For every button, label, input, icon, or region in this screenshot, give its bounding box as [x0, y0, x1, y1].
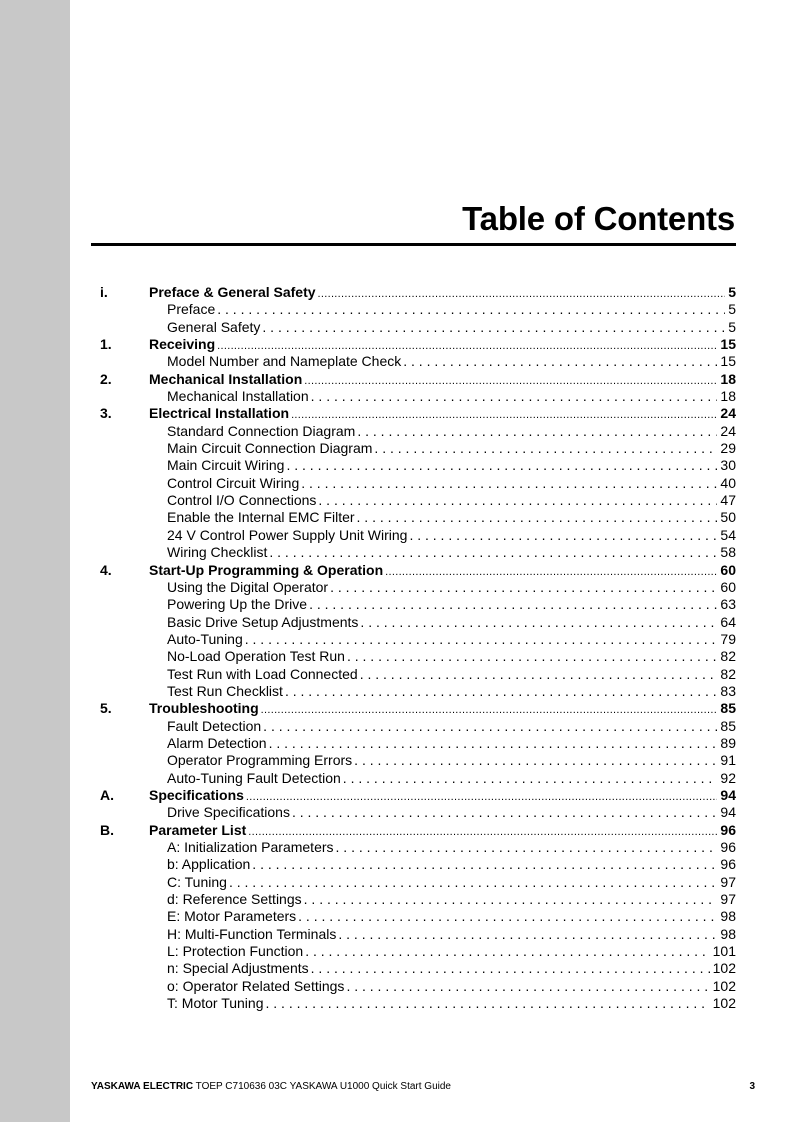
- toc-subentry[interactable]: [91, 301, 736, 318]
- dot-leader: [266, 995, 710, 1012]
- toc-subentry[interactable]: [91, 752, 736, 769]
- dot-leader: [298, 908, 717, 925]
- subentry-title: 24 V Control Power Supply Unit Wiring: [167, 526, 408, 543]
- dot-leader: [338, 926, 717, 943]
- toc-subentry[interactable]: [91, 960, 736, 977]
- table-of-contents: [91, 284, 736, 1012]
- page-title: Table of Contents: [462, 200, 735, 237]
- toc-subentry[interactable]: [91, 856, 736, 873]
- toc-chapter-entry[interactable]: [91, 787, 736, 804]
- toc-subentry[interactable]: [91, 353, 736, 370]
- subentry-page-number: 94: [720, 804, 736, 821]
- dot-leader: [305, 943, 709, 960]
- subentry-title: Enable the Internal EMC Filter: [167, 509, 355, 526]
- dot-leader: [354, 752, 717, 769]
- subentry-title: No-Load Operation Test Run: [167, 648, 345, 665]
- subentry-page-number: 89: [720, 734, 736, 751]
- toc-chapter-entry[interactable]: [91, 336, 736, 353]
- chapter-page-number: 96: [720, 821, 736, 838]
- toc-subentry[interactable]: [91, 492, 736, 509]
- dot-leader: [409, 527, 717, 544]
- page-footer: [91, 1081, 755, 1092]
- subentry-page-number: 98: [720, 908, 736, 925]
- subentry-page-number: 97: [720, 891, 736, 908]
- dot-leader: [292, 804, 717, 821]
- toc-subentry[interactable]: [91, 648, 736, 665]
- toc-subentry[interactable]: [91, 891, 736, 908]
- subentry-title: Powering Up the Drive: [167, 596, 308, 613]
- toc-subentry[interactable]: [91, 735, 736, 752]
- dot-leader: [262, 319, 725, 336]
- dot-leader: [269, 544, 717, 561]
- chapter-title: Start-Up Programming & Operation: [149, 561, 384, 578]
- toc-subentry[interactable]: [91, 770, 736, 787]
- subentry-title: o: Operator Related Settings: [167, 977, 345, 994]
- chapter-title: Preface & General Safety: [149, 284, 316, 300]
- subentry-title: Model Number and Nameplate Check: [167, 353, 402, 370]
- toc-subentry[interactable]: [91, 666, 736, 683]
- toc-chapter-entry[interactable]: [91, 371, 736, 388]
- toc-subentry[interactable]: [91, 596, 736, 613]
- footer-page-number: 3: [749, 1081, 755, 1092]
- subentry-page-number: 47: [720, 492, 736, 509]
- chapter-page-number: 24: [720, 405, 736, 422]
- chapter-number: 3.: [100, 405, 112, 422]
- footer-brand: YASKAWA ELECTRIC: [91, 1081, 194, 1092]
- toc-subentry[interactable]: [91, 319, 736, 336]
- dot-leader: [403, 353, 717, 370]
- toc-subentry[interactable]: [91, 978, 736, 995]
- dot-leader: [347, 648, 717, 665]
- toc-subentry[interactable]: [91, 440, 736, 457]
- subentry-page-number: 96: [720, 839, 736, 855]
- dot-leader: [343, 770, 718, 787]
- subentry-title: Main Circuit Connection Diagram: [167, 440, 373, 457]
- chapter-page-number: 94: [720, 786, 736, 803]
- subentry-page-number: 83: [720, 682, 736, 699]
- subentry-title: Control Circuit Wiring: [167, 474, 300, 491]
- chapter-title: Troubleshooting: [149, 700, 259, 717]
- dot-leader: [252, 856, 717, 873]
- subentry-page-number: 5: [728, 318, 736, 335]
- subentry-page-number: 60: [720, 578, 736, 595]
- dot-leader: [360, 614, 717, 631]
- toc-subentry[interactable]: [91, 475, 736, 492]
- subentry-title: Basic Drive Setup Adjustments: [167, 613, 359, 630]
- subentry-title: Test Run Checklist: [167, 682, 283, 699]
- left-margin-band: [0, 0, 70, 1122]
- toc-subentry[interactable]: [91, 388, 736, 405]
- subentry-page-number: 82: [720, 665, 736, 682]
- subentry-title: n: Special Adjustments: [167, 960, 309, 977]
- toc-section: [91, 336, 736, 371]
- dot-leader: [357, 423, 717, 440]
- subentry-page-number: 102: [712, 995, 736, 1012]
- subentry-page-number: 50: [720, 509, 736, 526]
- subentry-title: Preface: [167, 301, 216, 318]
- subentry-title: Control I/O Connections: [167, 492, 317, 509]
- dot-leader: [360, 666, 718, 683]
- dot-leader: [309, 596, 717, 613]
- subentry-page-number: 63: [720, 596, 736, 613]
- toc-subentry[interactable]: [91, 804, 736, 821]
- toc-chapter-entry[interactable]: [91, 822, 736, 839]
- dot-leader: [318, 492, 717, 509]
- dot-leader: [357, 509, 718, 526]
- toc-subentry[interactable]: [91, 527, 736, 544]
- dot-leader: [304, 891, 718, 908]
- subentry-title: Using the Digital Operator: [167, 578, 329, 595]
- toc-subentry[interactable]: [91, 457, 736, 474]
- footer-document-id: TOEP C710636 03C YASKAWA U1000 Quick Start Guide: [193, 1081, 451, 1092]
- subentry-page-number: 102: [712, 960, 736, 977]
- toc-section: [91, 562, 736, 701]
- subentry-page-number: 54: [720, 526, 736, 543]
- dot-leader: [286, 457, 717, 474]
- chapter-page-number: 5: [728, 284, 736, 300]
- subentry-page-number: 64: [720, 613, 736, 630]
- chapter-number: A.: [100, 786, 114, 803]
- subentry-page-number: 79: [720, 630, 736, 647]
- subentry-page-number: 82: [720, 648, 736, 665]
- chapter-number: i.: [100, 284, 108, 300]
- toc-section: [91, 787, 736, 822]
- subentry-page-number: 29: [720, 440, 736, 457]
- dot-leader: [374, 440, 717, 457]
- subentry-title: Fault Detection: [167, 717, 262, 734]
- dot-leader: [311, 388, 718, 405]
- toc-chapter-entry[interactable]: [91, 562, 736, 579]
- toc-subentry[interactable]: [91, 683, 736, 700]
- toc-subentry[interactable]: [91, 718, 736, 735]
- toc-section: [91, 822, 736, 1013]
- subentry-title: General Safety: [167, 318, 261, 335]
- chapter-number: 2.: [100, 370, 112, 387]
- subentry-title: Test Run with Load Connected: [167, 665, 358, 682]
- subentry-page-number: 101: [712, 943, 736, 960]
- subentry-title: T: Motor Tuning: [167, 995, 264, 1012]
- subentry-page-number: 5: [728, 301, 736, 318]
- chapter-page-number: 60: [720, 561, 736, 578]
- dot-leader: [311, 960, 710, 977]
- subentry-title: E: Motor Parameters: [167, 908, 297, 925]
- dot-leader: [346, 978, 709, 995]
- subentry-page-number: 30: [720, 457, 736, 474]
- subentry-page-number: 40: [720, 474, 736, 491]
- subentry-title: Alarm Detection: [167, 734, 267, 751]
- toc-subentry[interactable]: [91, 579, 736, 596]
- subentry-page-number: 92: [720, 769, 736, 786]
- toc-subentry[interactable]: [91, 995, 736, 1012]
- toc-section: [91, 371, 736, 406]
- chapter-number: 1.: [100, 336, 112, 353]
- dot-leader: [263, 718, 717, 735]
- title-rule: [91, 243, 736, 246]
- subentry-title: L: Protection Function: [167, 943, 304, 960]
- toc-subentry[interactable]: [91, 839, 736, 856]
- toc-subentry[interactable]: [91, 423, 736, 440]
- chapter-number: 5.: [100, 700, 112, 717]
- toc-subentry[interactable]: [91, 943, 736, 960]
- chapter-page-number: 15: [720, 336, 736, 353]
- subentry-title: C: Tuning: [167, 873, 227, 890]
- subentry-title: Standard Connection Diagram: [167, 422, 356, 439]
- dot-leader: [217, 301, 725, 318]
- chapter-title: Receiving: [149, 336, 216, 353]
- subentry-title: d: Reference Settings: [167, 891, 302, 908]
- dot-leader: [229, 874, 717, 891]
- toc-subentry[interactable]: [91, 908, 736, 925]
- chapter-title: Electrical Installation: [149, 405, 290, 422]
- dot-leader: [301, 475, 717, 492]
- subentry-title: Operator Programming Errors: [167, 752, 353, 769]
- subentry-page-number: 91: [720, 752, 736, 769]
- chapter-title: Parameter List: [149, 821, 247, 838]
- subentry-title: b: Application: [167, 856, 251, 873]
- subentry-page-number: 85: [720, 717, 736, 734]
- subentry-title: Drive Specifications: [167, 804, 290, 821]
- dot-leader: [330, 579, 717, 596]
- subentry-title: A: Initialization Parameters: [167, 839, 334, 855]
- toc-subentry[interactable]: [91, 874, 736, 891]
- chapter-number: 4.: [100, 561, 112, 578]
- chapter-page-number: 18: [720, 370, 736, 387]
- dot-leader: [269, 735, 718, 752]
- subentry-title: Main Circuit Wiring: [167, 457, 285, 474]
- subentry-title: Wiring Checklist: [167, 544, 268, 561]
- toc-subentry[interactable]: [91, 926, 736, 943]
- toc-subentry[interactable]: [91, 509, 736, 526]
- subentry-title: Auto-Tuning Fault Detection: [167, 769, 341, 786]
- subentry-page-number: 98: [720, 925, 736, 942]
- subentry-page-number: 58: [720, 544, 736, 561]
- toc-subentry[interactable]: [91, 631, 736, 648]
- subentry-title: Auto-Tuning: [167, 630, 243, 647]
- dot-leader: [245, 631, 718, 648]
- toc-chapter-entry[interactable]: [91, 700, 736, 717]
- dot-leader: [285, 683, 717, 700]
- toc-subentry[interactable]: [91, 614, 736, 631]
- subentry-page-number: 24: [720, 422, 736, 439]
- toc-section: [91, 700, 736, 787]
- toc-chapter-entry[interactable]: [91, 284, 736, 301]
- chapter-title: Specifications: [149, 786, 244, 803]
- chapter-number: B.: [100, 821, 114, 838]
- subentry-page-number: 15: [720, 353, 736, 370]
- subentry-title: Mechanical Installation: [167, 388, 309, 405]
- chapter-page-number: 85: [720, 700, 736, 717]
- subentry-title: H: Multi-Function Terminals: [167, 925, 337, 942]
- toc-chapter-entry[interactable]: [91, 405, 736, 422]
- toc-section: [91, 284, 736, 336]
- dot-leader: [336, 839, 718, 856]
- subentry-page-number: 102: [712, 977, 736, 994]
- chapter-title: Mechanical Installation: [149, 370, 303, 387]
- subentry-page-number: 18: [720, 388, 736, 405]
- subentry-page-number: 97: [720, 873, 736, 890]
- toc-section: [91, 405, 736, 561]
- subentry-page-number: 96: [720, 856, 736, 873]
- toc-subentry[interactable]: [91, 544, 736, 561]
